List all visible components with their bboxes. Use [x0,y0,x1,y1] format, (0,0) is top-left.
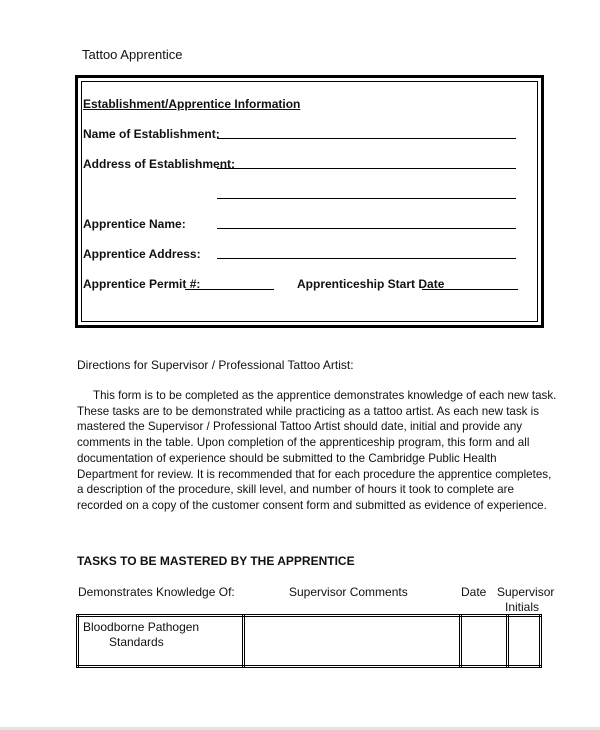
comments-cell[interactable] [244,616,461,667]
apprentice-name-label: Apprentice Name: [83,217,186,231]
col-initials: Initials [505,600,540,614]
establishment-name-label: Name of Establishment: [83,127,220,141]
col-supervisor: Supervisor [497,585,555,599]
tasks-table [76,614,542,668]
col-date: Date [461,585,487,599]
initials-cell[interactable] [508,616,541,667]
tasks-heading: TASKS TO BE MASTERED BY THE APPRENTICE [77,554,355,568]
document-title: Tattoo Apprentice [82,47,183,62]
col-knowledge: Demonstrates Knowledge Of: [78,585,235,599]
start-date-field[interactable] [422,289,518,290]
col-comments: Supervisor Comments [289,585,408,599]
permit-field[interactable] [185,289,274,290]
establishment-name-field[interactable] [217,138,516,139]
date-cell[interactable] [461,616,508,667]
directions-body: This form is to be completed as the apprentice demonstrates knowledge of each new task. These tasks are to be demonstrated while practicing as a tattoo artist. As each new task is mastered the Supervisor / Professional Tattoo Artist should date, initial and provide any comments in the table. Upon completion of the apprenticeship program, this form and all documentation of experience should be submitted to the Cambridge Public Health Department for review. It is recommended that for each procedure the apprentice completes, a description of the procedure, skill level, and number of hours it took to complete are recorded on a copy of the customer consent form and submitted as evidence of experience. [77,389,557,512]
info-heading: Establishment/Apprentice Information [83,97,301,111]
task-name-line2: Standards [109,635,164,649]
apprentice-name-field[interactable] [217,228,516,229]
establishment-address-field[interactable] [217,168,516,169]
apprentice-address-field[interactable] [217,258,516,259]
establishment-address-field-2[interactable] [217,198,516,199]
start-date-label: Apprenticeship Start Date [297,277,445,291]
directions-heading: Directions for Supervisor / Professional Tattoo Artist: [77,358,354,372]
table-row [78,616,541,667]
task-cell [78,616,244,667]
establishment-address-label: Address of Establishment: [83,157,236,171]
task-name-line1: Bloodborne Pathogen [83,620,200,634]
apprentice-address-label: Apprentice Address: [83,247,201,261]
permit-label: Apprentice Permit #: [83,277,201,291]
